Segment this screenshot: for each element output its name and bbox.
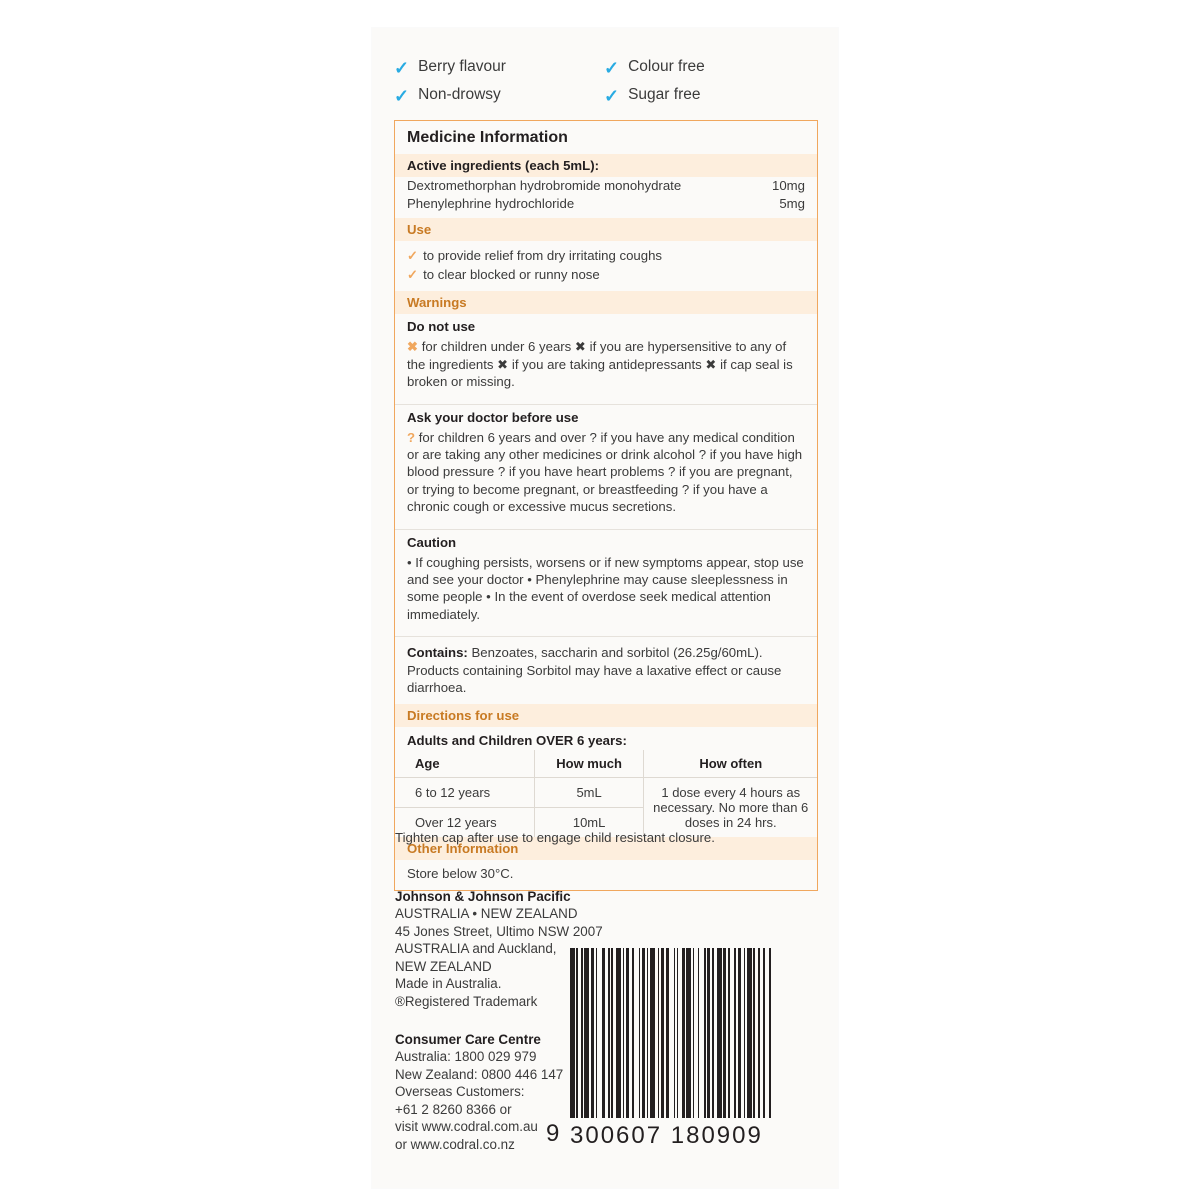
feature-label: Non-drowsy (418, 86, 501, 103)
column-header-frequency: How often (644, 750, 817, 778)
company-address-line: ®Registered Trademark (395, 993, 538, 1009)
ingredient-amount: 5mg (779, 195, 805, 211)
dosage-table (395, 750, 817, 837)
directions-heading: Directions for use (395, 704, 817, 727)
consumer-care-line: Overseas Customers: (395, 1084, 525, 1100)
cell-age: Over 12 years (395, 807, 534, 837)
use-label: to provide relief from dry irritating coughs (423, 247, 663, 263)
cell-frequency: 1 dose every 4 hours as necessary. No more than 6 doses in 24 hrs. (644, 777, 817, 837)
table-header-row (395, 750, 817, 778)
table-row (395, 777, 817, 807)
medicine-information-box (394, 120, 818, 891)
company-address-line: Made in Australia. (395, 976, 502, 992)
barcode-number: 300607 180909 (570, 1122, 763, 1149)
check-icon: ✓ (604, 86, 620, 106)
feature-list (394, 58, 814, 114)
company-address-line: AUSTRALIA and Auckland, (395, 941, 557, 957)
check-icon: ✓ (394, 58, 410, 78)
check-icon: ✓ (394, 86, 410, 106)
active-ingredient-row (395, 195, 817, 218)
use-heading: Use (395, 218, 817, 241)
active-ingredients-heading: Active ingredients (each 5mL): (395, 154, 817, 177)
feature-item (604, 86, 814, 104)
contains-label: Contains: (407, 645, 468, 661)
caution-text: • If coughing persists, worsens or if new symptoms appear, stop use and see your doctor • Phenylephrine may cause sleeplessness in some people • In the event of overdose seek medical attention immediately. (407, 554, 804, 622)
feature-item (394, 86, 604, 104)
medicine-information-title: Medicine Information (407, 129, 568, 146)
ingredient-name: Phenylephrine hydrochloride (407, 195, 575, 211)
column-header-age: Age (415, 755, 440, 771)
consumer-care-line: Australia: 1800 029 979 (395, 1049, 537, 1065)
directions-subheading: Adults and Children OVER 6 years: (407, 732, 627, 748)
company-address-line: AUSTRALIA • NEW ZEALAND (395, 906, 578, 922)
use-item (395, 246, 817, 266)
do-not-use-body: for children under 6 years ✖ if you are hypersensitive to any of the ingredients ✖ if you are taking antidepressants ✖ if cap seal is broken or missing. (407, 339, 793, 390)
consumer-care-line: visit www.codral.com.au (395, 1119, 538, 1135)
check-icon: ✓ (407, 267, 419, 283)
consumer-care-line: +61 2 8260 8366 or (395, 1101, 512, 1117)
consumer-care-heading: Consumer Care Centre (395, 1032, 541, 1047)
feature-item (604, 58, 814, 76)
company-address-line: 45 Jones Street, Ultimo NSW 2007 (395, 923, 603, 939)
barcode-lead-digit: 9 (546, 1120, 561, 1147)
do-not-use-text (395, 334, 817, 397)
ingredient-amount: 10mg (772, 178, 805, 193)
active-ingredient-row (395, 177, 817, 195)
use-item (395, 265, 817, 285)
question-icon: ? (407, 429, 416, 445)
do-not-use-heading: Do not use (407, 319, 476, 335)
barcode-bars (570, 948, 830, 1118)
feature-label: Sugar free (628, 86, 701, 103)
contains-body: Benzoates, saccharin and sorbitol (26.25g/60mL). Products containing Sorbitol may have a laxative effect or cause diarrhoea. (407, 645, 782, 696)
barcode (546, 948, 830, 1150)
other-information-heading: Other Information (395, 837, 817, 860)
use-list (395, 241, 817, 292)
ask-doctor-body: for children 6 years and over ? if you have any medical condition or are taking any other medicines or drink alcohol ? if you have high blood pressure ? if you have heart problems ? if you are pregnant, or trying to become pregnant, or breastfeeding ? if you have a chronic cough or excessive mucus secretions. (407, 429, 803, 515)
cross-icon: ✖ (407, 339, 419, 355)
company-address-line: NEW ZEALAND (395, 958, 492, 974)
feature-label: Colour free (628, 58, 705, 75)
other-information-text: Store below 30°C. (407, 865, 514, 881)
tighten-cap-note: Tighten cap after use to engage child resistant closure. (395, 830, 715, 845)
column-header-amount: How much (534, 750, 644, 778)
company-name: Johnson & Johnson Pacific (395, 889, 571, 904)
check-icon: ✓ (407, 247, 419, 263)
cell-amount: 10mL (534, 807, 644, 837)
feature-label: Berry flavour (418, 58, 506, 75)
use-label: to clear blocked or runny nose (423, 267, 600, 283)
caution-heading: Caution (407, 534, 457, 550)
check-icon: ✓ (604, 58, 620, 78)
ingredient-name: Dextromethorphan hydrobromide monohydrate (407, 178, 682, 193)
consumer-care-line: or www.codral.co.nz (395, 1136, 515, 1152)
ask-doctor-heading: Ask your doctor before use (407, 409, 579, 425)
consumer-care-line: New Zealand: 0800 446 147 (395, 1066, 564, 1082)
feature-item (394, 58, 604, 76)
barcode-digits (546, 1120, 830, 1150)
carton-back-panel (372, 28, 838, 1188)
cell-age: 6 to 12 years (395, 777, 534, 807)
contains-text (395, 637, 817, 703)
ask-doctor-text (395, 425, 817, 523)
warnings-heading: Warnings (395, 291, 817, 314)
cell-amount: 5mL (534, 777, 644, 807)
